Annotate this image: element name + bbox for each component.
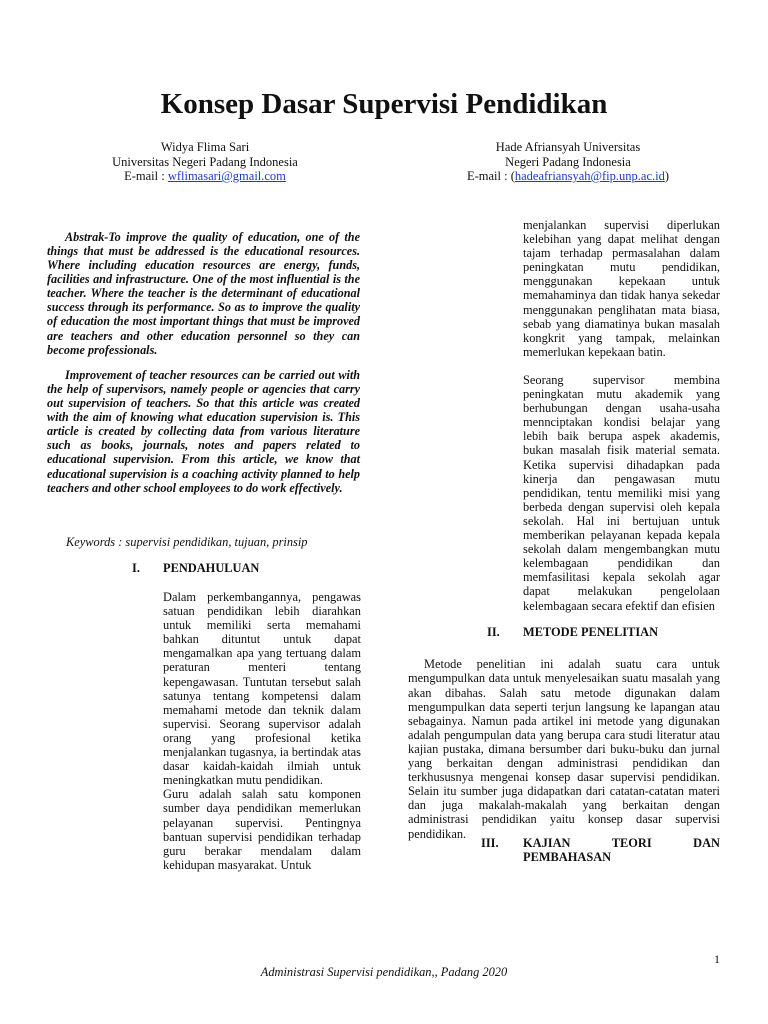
author-affiliation: Universitas Negeri Padang Indonesia — [112, 154, 298, 169]
email-suffix: ) — [664, 169, 670, 183]
author-name: Widya Flima Sari — [160, 140, 250, 154]
section-title: KAJIAN TEORI DAN PEMBAHASAN — [523, 836, 720, 865]
author-affiliation: Negeri Padang Indonesia — [505, 154, 631, 169]
section-title: PENDAHULUAN — [163, 561, 260, 575]
page-number: 1 — [714, 952, 720, 966]
body-paragraph: Guru adalah salah satu komponen sumber daya pendidikan memerlukan pelayanan supervisi. Pentingnya bantuan supervisi pendidikan terhadap guru berakar mendalam dalam kehidupan masyarakat. Untuk — [163, 787, 361, 872]
keywords: Keywords : supervisi pendidikan, tujuan, prinsip — [66, 535, 308, 549]
pendahuluan-body — [163, 590, 361, 872]
section-title: METODE PENELITIAN — [523, 625, 659, 639]
author-block-1 — [60, 140, 350, 184]
email-prefix: E-mail : — [124, 169, 168, 183]
author-name: Hade Afriansyah Universitas — [495, 140, 641, 154]
page-footer: Administrasi Supervisi pendidikan,, Padang 2020 — [260, 965, 508, 979]
author-email-link[interactable]: wflimasari@gmail.com — [167, 169, 286, 183]
abstract-paragraph-2: Improvement of teacher resources can be carried out with the help of supervisors, namely people or agencies that carry out supervision of teachers. So that this article was created with the aim of knowing what education supervision is. This article is created by collecting data from various literature such as books, journals, notes and papers related to educational supervision. From this article, we know that educational supervision is a coaching activity planned to help teachers and other school employees to do work effectively. — [47, 368, 360, 495]
body-paragraph: Dalam perkembangannya, pengawas satuan pendidikan lebih diarahkan untuk memiliki serta memahami bahkan dituntut untuk dapat mengamalkan apa yang tertuang dalam peraturan menteri tentang kepengawasan. Tuntutan tersebut salah satunya tentang kompetensi dalam memahami metode dan teknik dalam supervisi. Seorang supervisor adalah orang yang profesional ketika menjalankan tugasnya, ia bertindak atas dasar kaidah-kaidah ilmiah untuk meningkatkan mutu pendidikan. — [163, 590, 361, 788]
abstract-paragraph-1: Abstrak-To improve the quality of education, one of the things that must be addressed is the educational resources. Where including education resources are energy, funds, facilities and infrastructure. One of the most influential is the teacher. Where the teacher is the determinant of educational success through its performance. So as to improve the quality of education the most important things that must be improved are teachers and other education personnel so they can become professionals. — [47, 230, 360, 357]
pendahuluan-continuation — [523, 218, 720, 359]
paper-title: Konsep Dasar Supervisi Pendidikan — [160, 88, 608, 120]
author-email-line — [60, 169, 350, 184]
author-email-line — [418, 169, 718, 184]
body-paragraph: Seorang supervisor membina peningkatan mutu akademik yang berhubungan dengan usaha-usaha mennciptakan kondisi belajar yang lebih baik berupa aspek akademis, bukan masalah fisik material semata. Ketika supervisi dihadapkan pada kinerja dan pengawasan mutu pendidikan, tentu memiliki misi yang berbeda dengan supervisi oleh kepala sekolah. Hal ini bertujuan untuk memberikan pelayanan kepada kepala sekolah dalam mengembangkan mutu kelembagaan pendidikan dan memfasilitasi kepala sekolah agar dapat melakukan pengelolaan kelembagaan secara efektif dan efisien — [523, 373, 720, 613]
section-number: III. — [481, 836, 499, 850]
author-block-2 — [418, 140, 718, 184]
metode-body: Metode penelitian ini adalah suatu cara untuk mengumpulkan data untuk menyelesaikan suatu masalah yang akan dibahas. Salah satu metode digunakan dalam mengumpulkan data seperti terjun langsung ke lapangan atau sebagainya. Namun pada artikel ini metode yang digunakan adalah pengumpulan data yang berupa cara studi literatur atau kajian pustaka, dimana bersumber dari buku-buku dan jurnal yang berkaitan dengan administrasi pendidikan dan terkhususnya mengenai konsep dasar supervisi pendidikan. Selain itu sumber juga didapatkan dari catatan-catatan materi dan juga makalah-makalah yang berkaitan dengan administrasi pendidikan yaitu konsep dasar supervisi pendidikan. — [408, 657, 720, 841]
section-number: I. — [132, 561, 140, 575]
pendahuluan-continuation-2 — [523, 373, 720, 613]
email-prefix: E-mail : ( — [466, 169, 515, 183]
body-paragraph: menjalankan supervisi diperlukan kelebihan yang dapat melihat dengan tajam terhadap permasalahan dalam peningkatan mutu pendidikan, menggunakan kepekaan untuk memahaminya dan tidak hanya sekedar menggunakan penglihatan mata biasa, sebab yang diamatinya bukan masalah kongkrit yang tampak, melainkan memerlukan kepekaan batin. — [523, 218, 720, 359]
section-number: II. — [487, 625, 500, 639]
author-email-link[interactable]: hadeafriansyah@fip.unp.ac.id — [514, 169, 665, 183]
